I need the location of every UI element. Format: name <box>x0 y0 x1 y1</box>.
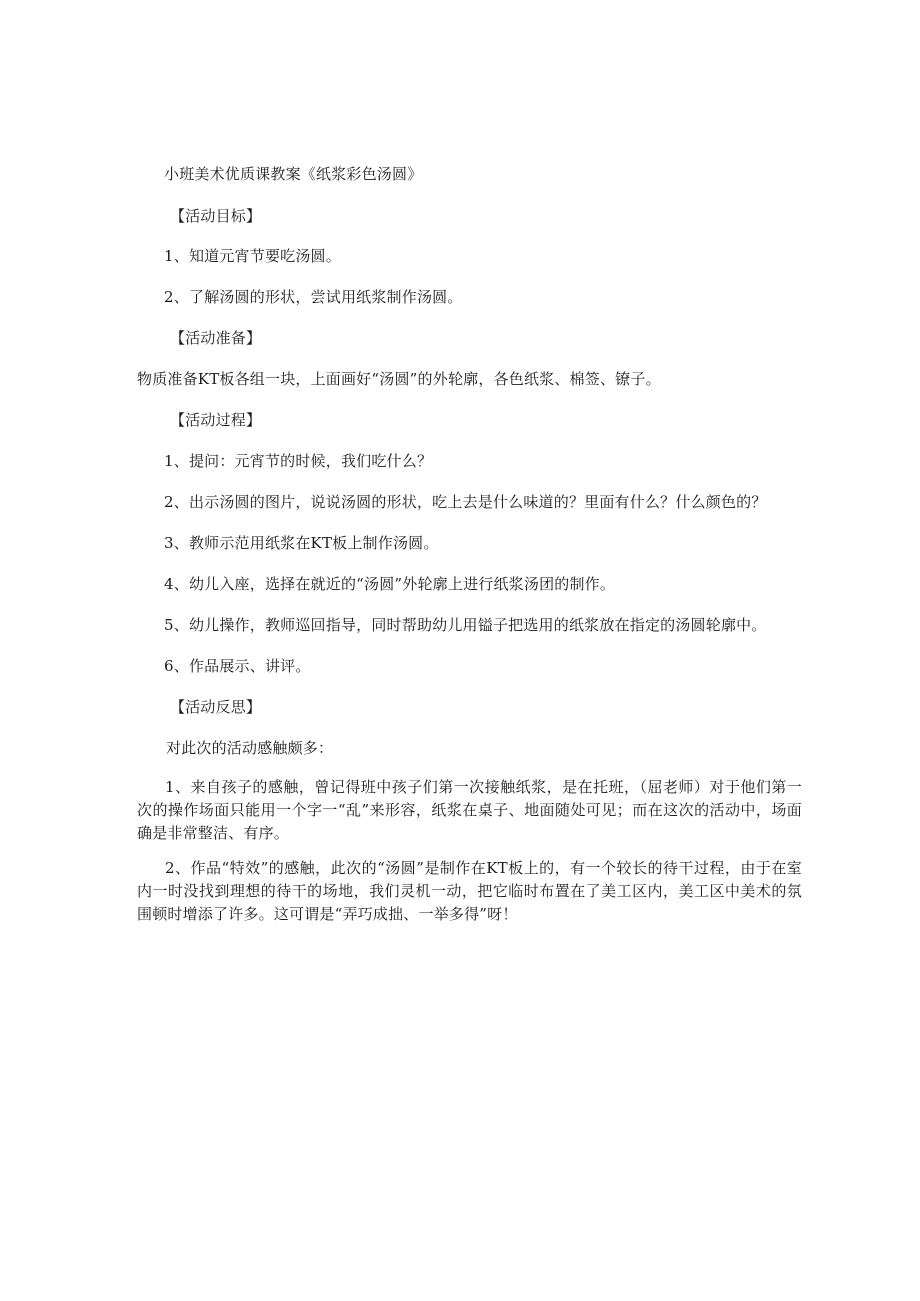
reflection-paragraph-1-text: 1、来自孩子的感触，曾记得班中孩子们第一次接触纸浆，是在托班，（屈老师）对于他们第一次的操作场面只能用一个字一“乱”来形容，纸浆在桌子、地面随处可见；而在这次的活动中，场面确是非常整洁、有序。 <box>137 778 802 842</box>
section-heading-reflection: 【活动反思】 <box>170 698 262 716</box>
reflection-paragraph-2 <box>137 857 802 926</box>
process-step-3: 3、教师示范用纸浆在KT板上制作汤圆。 <box>164 534 439 552</box>
section-heading-goals: 【活动目标】 <box>170 207 262 225</box>
reflection-paragraph-1 <box>137 776 802 845</box>
document-title: 小班美术优质课教案《纸浆彩色汤圆》 <box>164 165 423 183</box>
process-step-2: 2、出示汤圆的图片，说说汤圆的形状，吃上去是什么味道的？里面有什么？什么颜色的？ <box>164 493 767 511</box>
goal-item-1: 1、知道元宵节要吃汤圆。 <box>164 247 341 265</box>
process-step-4: 4、幼儿入座，选择在就近的“汤圆”外轮廓上进行纸浆汤团的制作。 <box>164 575 616 593</box>
prep-text: 物质准备KT板各组一块，上面画好“汤圆”的外轮廓，各色纸浆、棉签、镣子。 <box>137 370 661 388</box>
section-heading-process: 【活动过程】 <box>170 411 262 429</box>
goal-item-2: 2、了解汤圆的形状，尝试用纸浆制作汤圆。 <box>164 288 463 306</box>
process-step-6: 6、作品展示、讲评。 <box>164 657 311 675</box>
reflection-paragraph-2-text: 2、作品“特效”的感触，此次的“汤圆”是制作在KT板上的，有一个较长的待干过程，由于在室内一时没找到理想的待干的场地，我们灵机一动，把它临时布置在了美工区内，美工区中美术的氛围顿时增添了许多。这可谓是“弄巧成拙、一举多得”呀！ <box>137 859 802 923</box>
process-step-1: 1、提问：元宵节的时候，我们吃什么？ <box>164 452 433 470</box>
section-heading-prep: 【活动准备】 <box>170 329 262 347</box>
reflection-intro: 对此次的活动感触颇多： <box>166 739 334 757</box>
process-step-5: 5、幼儿操作，教师巡回指导，同时帮助幼儿用镒子把选用的纸浆放在指定的汤圆轮廓中。 <box>164 616 767 634</box>
